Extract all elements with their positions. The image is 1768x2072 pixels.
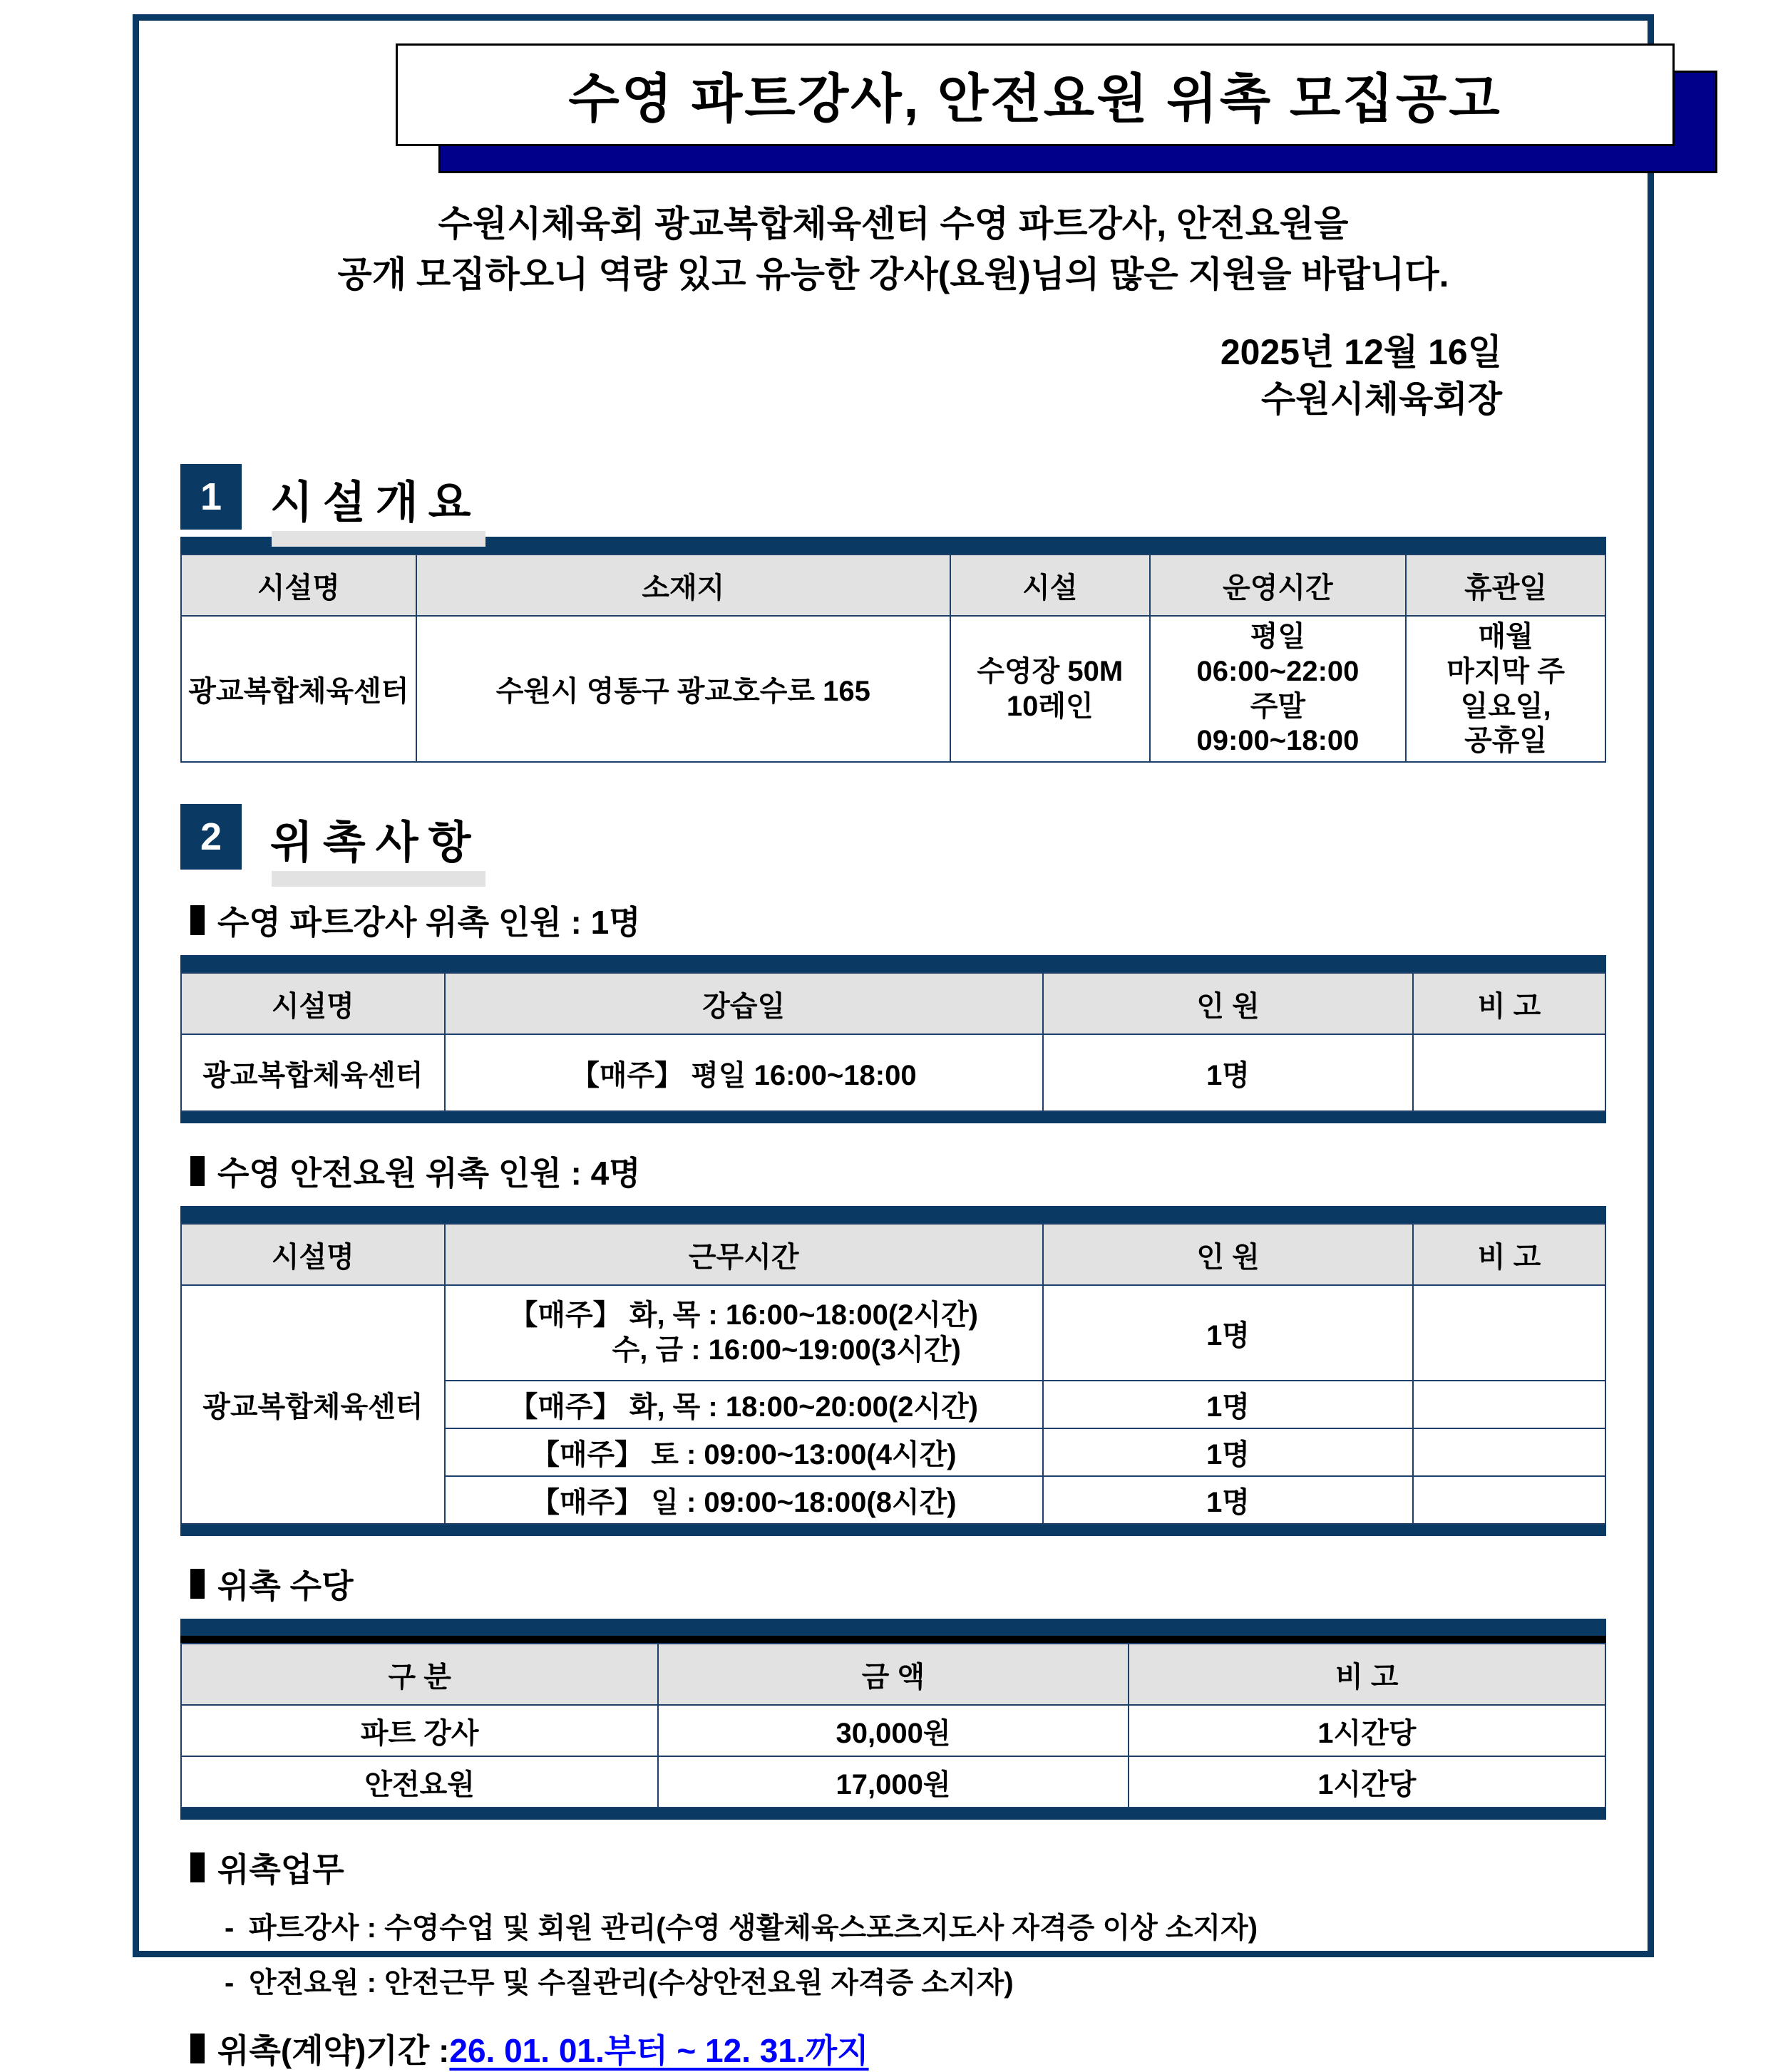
table-header-row bbox=[181, 1644, 1605, 1705]
page-title: 수영 파트강사, 안전요원 위촉 모집공고 bbox=[568, 69, 1502, 128]
cell-work-time: 【매주】 화, 목 : 18:00~20:00(2시간) bbox=[445, 1381, 1043, 1428]
section-heading-appointment bbox=[163, 804, 1623, 872]
duty-item-instructor-text: 파트강사 : 수영수업 및 회원 관리(수영 생활체육스포츠지도사 자격증 이상 소지자) bbox=[249, 1912, 1258, 1944]
cell-type: 안전요원 bbox=[181, 1756, 658, 1808]
signoff-issuer: 수원시체육회장 bbox=[1260, 379, 1502, 419]
cell-facility-name: 광교복합체육센터 bbox=[181, 616, 416, 762]
bullet-payment-label: 위촉 수당 bbox=[217, 1567, 354, 1605]
facility-table bbox=[180, 554, 1606, 763]
bullet-lifeguard-count bbox=[190, 1148, 1623, 1195]
intro-line-1: 수원시체육회 광교복합체육센터 수영 파트강사, 안전요원을 bbox=[438, 204, 1349, 244]
col-header-hours: 운영시간 bbox=[1150, 555, 1407, 616]
payment-table-topbar bbox=[180, 1619, 1606, 1636]
payment-table bbox=[180, 1643, 1606, 1808]
dash-bullet-icon: - bbox=[225, 1967, 235, 1999]
square-bullet-icon bbox=[190, 1569, 205, 1599]
section-heading-facility bbox=[163, 464, 1623, 532]
closed-line-1: 매월 bbox=[1478, 621, 1533, 652]
table-header-row bbox=[181, 973, 1605, 1034]
bullet-duties bbox=[190, 1844, 1623, 1891]
col-header-closed: 휴관일 bbox=[1406, 555, 1605, 616]
square-bullet-icon bbox=[190, 1156, 205, 1186]
cell-work-time bbox=[445, 1285, 1043, 1381]
cell-hours bbox=[1150, 616, 1407, 762]
lifeguard-table bbox=[180, 1223, 1606, 1525]
section-underline-1 bbox=[272, 531, 485, 547]
cell-amount: 17,000원 bbox=[658, 1756, 1128, 1808]
duty-item-lifeguard bbox=[225, 1960, 1623, 2001]
cell-note bbox=[1413, 1034, 1605, 1111]
cell-work-time: 【매주】 일 : 09:00~18:00(8시간) bbox=[445, 1476, 1043, 1524]
cell-count: 1명 bbox=[1043, 1381, 1413, 1428]
col-header-note: 비 고 bbox=[1129, 1644, 1605, 1705]
work-time-line-1: 【매주】 화, 목 : 16:00~18:00(2시간) bbox=[509, 1299, 978, 1331]
duty-item-instructor bbox=[225, 1905, 1623, 1946]
bullet-duties-label: 위촉업무 bbox=[217, 1851, 344, 1889]
signoff-date: 2025년 12월 16일 bbox=[1220, 332, 1502, 372]
bullet-instructor-label: 수영 파트강사 위촉 인원 : 1명 bbox=[217, 904, 641, 942]
cell-amount: 30,000원 bbox=[658, 1705, 1128, 1756]
hours-line-3: 주말 bbox=[1250, 690, 1306, 722]
bullet-instructor-count bbox=[190, 897, 1623, 944]
col-header-work-time: 근무시간 bbox=[445, 1224, 1043, 1285]
closed-line-4: 공휴일 bbox=[1464, 725, 1548, 757]
dash-bullet-icon: - bbox=[225, 1912, 235, 1944]
closed-line-2: 마지막 주 bbox=[1446, 655, 1565, 687]
facility-line-1: 수영장 50M bbox=[977, 655, 1124, 687]
section-title-1: 시설개요 bbox=[270, 478, 481, 527]
table-row bbox=[181, 1285, 1605, 1381]
title-banner bbox=[163, 43, 1623, 169]
cell-note bbox=[1413, 1285, 1605, 1381]
facility-line-2: 10레인 bbox=[1006, 690, 1094, 722]
cell-count: 1명 bbox=[1043, 1476, 1413, 1524]
cell-facility-name: 광교복합체육센터 bbox=[181, 1285, 445, 1524]
cell-note bbox=[1413, 1476, 1605, 1524]
work-time-line-2: 수, 금 : 16:00~19:00(3시간) bbox=[612, 1334, 961, 1366]
instructor-table-topbar bbox=[180, 955, 1606, 972]
cell-count: 1명 bbox=[1043, 1285, 1413, 1381]
col-header-address: 소재지 bbox=[416, 555, 950, 616]
contract-label: 위촉(계약)기간 : bbox=[217, 2032, 450, 2070]
col-header-note: 비 고 bbox=[1413, 1224, 1605, 1285]
square-bullet-icon bbox=[190, 2034, 205, 2063]
title-box bbox=[396, 43, 1675, 146]
intro-line-2: 공개 모집하오니 역량 있고 유능한 강사(요원)님의 많은 지원을 바랍니다. bbox=[337, 254, 1449, 294]
cell-type: 파트 강사 bbox=[181, 1705, 658, 1756]
col-header-facility-name: 시설명 bbox=[181, 1224, 445, 1285]
section-title-2: 위촉사항 bbox=[270, 818, 481, 868]
lifeguard-table-bottombar bbox=[180, 1525, 1606, 1536]
lifeguard-table-topbar bbox=[180, 1206, 1606, 1223]
cell-work-time: 【매주】 토 : 09:00~13:00(4시간) bbox=[445, 1428, 1043, 1476]
bullet-payment bbox=[190, 1560, 1623, 1607]
cell-address: 수원시 영통구 광교호수로 165 bbox=[416, 616, 950, 762]
cell-note: 1시간당 bbox=[1129, 1705, 1605, 1756]
bullet-contract-period bbox=[190, 2025, 1623, 2072]
hours-line-1: 평일 bbox=[1250, 621, 1306, 652]
closed-line-3: 일요일, bbox=[1460, 690, 1551, 722]
cell-facility-name: 광교복합체육센터 bbox=[181, 1034, 445, 1111]
hours-line-2: 06:00~22:00 bbox=[1196, 655, 1360, 687]
hours-line-4: 09:00~18:00 bbox=[1196, 725, 1360, 757]
cell-count: 1명 bbox=[1043, 1428, 1413, 1476]
payment-table-blackline bbox=[180, 1636, 1606, 1643]
col-header-lesson-day: 강습일 bbox=[445, 973, 1043, 1034]
col-header-facility: 시설 bbox=[950, 555, 1150, 616]
facility-table-wrap bbox=[180, 537, 1606, 763]
table-row bbox=[181, 616, 1605, 762]
payment-table-bottombar bbox=[180, 1808, 1606, 1820]
cell-note bbox=[1413, 1381, 1605, 1428]
table-header-row bbox=[181, 555, 1605, 616]
col-header-note: 비 고 bbox=[1413, 973, 1605, 1034]
instructor-table-wrap bbox=[180, 955, 1606, 1123]
section-underline-2 bbox=[272, 871, 485, 887]
cell-note: 1시간당 bbox=[1129, 1756, 1605, 1808]
cell-note bbox=[1413, 1428, 1605, 1476]
page-content bbox=[139, 21, 1648, 2070]
table-header-row bbox=[181, 1224, 1605, 1285]
intro-paragraph bbox=[163, 199, 1623, 300]
cell-schedule: 【매주】 평일 16:00~18:00 bbox=[445, 1034, 1043, 1111]
col-header-count: 인 원 bbox=[1043, 1224, 1413, 1285]
square-bullet-icon bbox=[190, 1852, 205, 1882]
square-bullet-icon bbox=[190, 905, 205, 935]
signoff-block bbox=[163, 329, 1623, 423]
section-number-badge-1: 1 bbox=[180, 464, 242, 530]
cell-closed bbox=[1406, 616, 1605, 762]
lifeguard-table-wrap bbox=[180, 1206, 1606, 1536]
instructor-table bbox=[180, 972, 1606, 1112]
duty-item-lifeguard-text: 안전요원 : 안전근무 및 수질관리(수상안전요원 자격증 소지자) bbox=[249, 1967, 1014, 1999]
cell-count: 1명 bbox=[1043, 1034, 1413, 1111]
payment-table-wrap bbox=[180, 1619, 1606, 1820]
contract-period-value: 26. 01. 01.부터 ~ 12. 31.까지 bbox=[449, 2032, 869, 2070]
cell-facility bbox=[950, 616, 1150, 762]
col-header-facility-name: 시설명 bbox=[181, 555, 416, 616]
table-row bbox=[181, 1034, 1605, 1111]
section-number-badge-2: 2 bbox=[180, 804, 242, 870]
col-header-count: 인 원 bbox=[1043, 973, 1413, 1034]
col-header-facility-name: 시설명 bbox=[181, 973, 445, 1034]
instructor-table-bottombar bbox=[180, 1112, 1606, 1123]
table-row bbox=[181, 1756, 1605, 1808]
bullet-lifeguard-label: 수영 안전요원 위촉 인원 : 4명 bbox=[217, 1155, 641, 1192]
page-border bbox=[133, 14, 1654, 2070]
table-row bbox=[181, 1705, 1605, 1756]
col-header-amount: 금 액 bbox=[658, 1644, 1128, 1705]
col-header-type: 구 분 bbox=[181, 1644, 658, 1705]
